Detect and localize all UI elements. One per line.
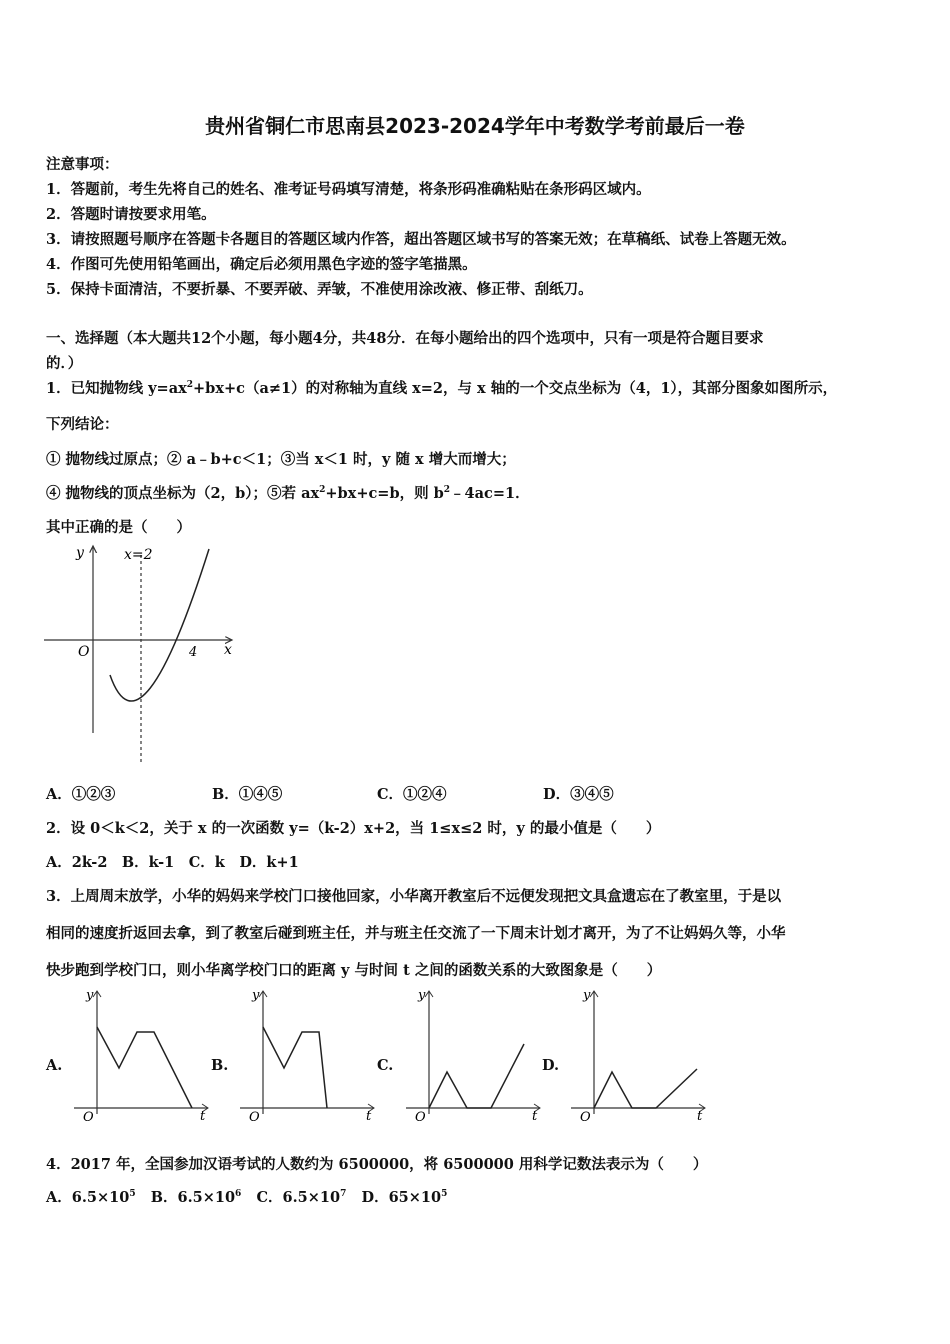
note-item: 4．作图可先使用铅笔画出，确定后必须用黑色字迹的签字笔描黑。	[46, 256, 477, 273]
q2-stem: 2．设 0＜k＜2，关于 x 的一次函数 y=（k-2）x+2，当 1≤x≤2 时，y 的最小值是（ ）	[46, 820, 661, 837]
svg-text:t: t	[200, 1109, 206, 1122]
q1-option-a[interactable]: A．①②③	[46, 786, 116, 803]
q1-stem: 1．已知抛物线 $y=ax^2+bx+c(a\ne 1)$的对称轴为直线 x=2，与 x 轴的一个交点坐标为（4，1），其部分图象如图所示，	[46, 380, 838, 397]
x-label: x	[224, 642, 232, 658]
graph-b-line	[263, 1027, 327, 1108]
svg-text:O: O	[580, 1110, 591, 1122]
q3-graph-c	[402, 987, 542, 1126]
y-label: y	[76, 545, 84, 561]
q3-option-c-label[interactable]: C.	[377, 1057, 394, 1074]
q3-graph-b	[236, 987, 376, 1126]
svg-text:O: O	[249, 1110, 260, 1122]
q4-options	[46, 1186, 447, 1207]
svg-text:O: O	[415, 1110, 426, 1122]
svg-text:y: y	[252, 988, 260, 1003]
q4-option-a[interactable]: A．$6.5\times 10^5$	[46, 1189, 136, 1206]
q4-option-b[interactable]: B．$6.5\times 10^6$	[150, 1189, 242, 1206]
root-label: 4	[189, 645, 198, 660]
q1-prompt: 其中正确的是（ ）	[46, 519, 191, 536]
graph-d-line	[594, 1069, 697, 1108]
symmetry-label: x=2	[124, 547, 153, 563]
q4-option-d[interactable]: D．$65\times 10^5$	[361, 1189, 448, 1206]
notes-heading: 注意事项：	[46, 156, 119, 173]
q1-conclusions-1: ① 抛物线过原点；② a﹣b+c＜1；③当 x＜1 时，y 随 x 增大而增大；	[46, 451, 516, 468]
q1-conclusions-2: ④ 抛物线的顶点坐标为（2，b）；⑤若 $ax^2+bx+c=b$，则 $b^2﹣4ac=1$．	[46, 485, 530, 502]
svg-text:y: y	[418, 988, 426, 1003]
section-heading-cont: 的．）	[46, 355, 83, 372]
q3-option-b-label[interactable]: B.	[211, 1057, 229, 1074]
svg-text:t: t	[697, 1109, 703, 1122]
q1-parabola-graph	[44, 543, 244, 772]
graph-c-line	[429, 1044, 524, 1108]
q1-option-c[interactable]: C．①②④	[377, 786, 447, 803]
note-item: 3．请按照题号顺序在答题卡各题目的答题区域内作答，超出答题区域书写的答案无效；在草稿纸、试卷上答题无效。	[46, 231, 796, 248]
note-item: 5．保持卡面清洁，不要折暴、不要弄破、弄皱，不准使用涂改液、修正带、刮纸刀。	[46, 281, 593, 298]
q3-stem-3: 快步跑到学校门口，则小华离学校门口的距离 y 与时间 t 之间的函数关系的大致图象是（ ）	[46, 962, 662, 979]
q2-options[interactable]: A．2k-2 B．k-1 C．k D．k+1	[46, 854, 299, 871]
parabola-curve	[110, 549, 209, 701]
svg-text:y: y	[583, 988, 591, 1003]
q4-option-c[interactable]: C．$6.5\times 10^7$	[256, 1189, 347, 1206]
q3-option-d-label[interactable]: D.	[542, 1057, 560, 1074]
svg-text:t: t	[532, 1109, 538, 1122]
note-item: 2．答题时请按要求用笔。	[46, 206, 216, 223]
q1-option-b[interactable]: B．①④⑤	[212, 786, 283, 803]
q3-graph-a	[70, 987, 210, 1126]
q1-conclusions-intro: 下列结论：	[46, 416, 119, 433]
svg-text:O: O	[83, 1110, 94, 1122]
q3-graph-d	[567, 987, 707, 1126]
svg-text:t: t	[366, 1109, 372, 1122]
page-title: 贵州省铜仁市思南县2023-2024学年中考数学考前最后一卷	[205, 114, 745, 138]
q1-option-d[interactable]: D．③④⑤	[543, 786, 614, 803]
note-item: 1．答题前，考生先将自己的姓名、准考证号码填写清楚，将条形码准确粘贴在条形码区域内。	[46, 181, 651, 198]
section-heading: 一、选择题（本大题共12个小题，每小题4分，共48分．在每小题给出的四个选项中，只有一项是符合题目要求	[46, 330, 764, 347]
q3-stem-2: 相同的速度折返回去拿，到了教室后碰到班主任，并与班主任交流了一下周末计划才离开，为了不让妈妈久等，小华	[46, 925, 786, 942]
svg-text:y: y	[86, 988, 94, 1003]
q4-stem: 4．2017 年，全国参加汉语考试的人数约为 6500000，将 6500000 用科学记数法表示为（ ）	[46, 1156, 708, 1173]
origin-label: O	[78, 644, 90, 660]
q3-option-a-label[interactable]: A.	[46, 1057, 63, 1074]
graph-a-line	[97, 1027, 192, 1108]
q3-stem-1: 3．上周周末放学，小华的妈妈来学校门口接他回家，小华离开教室后不远便发现把文具盒遗忘在了教室里，于是以	[46, 888, 782, 905]
